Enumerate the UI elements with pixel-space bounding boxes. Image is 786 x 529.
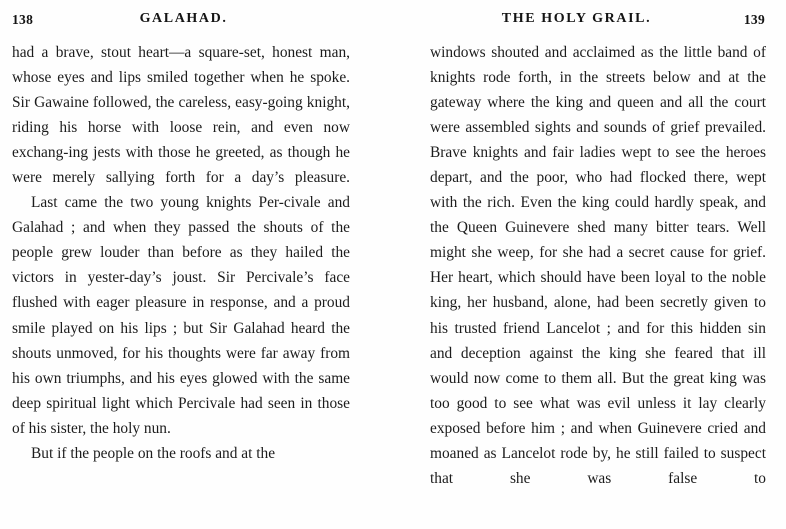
running-head-title-left: GALAHAD. <box>139 11 228 26</box>
text-column-right <box>430 40 766 491</box>
page-right <box>393 0 786 529</box>
text-column-left <box>12 40 350 466</box>
running-head-left <box>0 0 393 34</box>
page-number-left: 138 <box>12 12 34 27</box>
paragraph: had a brave, stout heart—a square-set, honest man, whose eyes and lips smiled together when he spoke. Sir Gawaine followed, the careless, easy-going knight, riding his horse with loose rein, and even now exchang-ing jests with those he greeted, as though he were merely sallying forth for a day’s pleasure. <box>12 44 350 187</box>
paragraph: windows shouted and acclaimed as the little band of knights rode forth, in the streets below and at the gateway where the king and queen and all the court were assembled sights and sounds of grief prevailed. Brave knights and fair ladies wept to see the heroes depart, and the poor, who had flocked there, wept with the rich. Even the king could hardly speak, and the Queen Guinevere shed many bitter tears. Well might she weep, for she had a secret cause for grief. Her heart, which should have been loyal to the noble king, her husband, alone, had been secretly given to his trusted friend Lancelot ; and for this hidden sin and deception against the king she feared that ill would now come to them all. But the great king was too good to see what was evil unless it lay clearly exposed before him ; and when Guinevere cried and moaned as Lancelot rode by, he still failed to suspect that she was false to <box>430 44 766 487</box>
paragraph: But if the people on the roofs and at the <box>31 444 276 462</box>
paragraph: Last came the two young knights Per-civale and Galahad ; and when they passed the shouts of the people grew louder than before as they hailed the victors in yester-day’s joust. Sir Percivale’s face flushed with eager pleasure in response, and a proud smile played on his lips ; but Sir Galahad heard the shouts unmoved, for his thoughts were far away from his own triumphs, and his eyes glowed with the same deep spiritual light which Percivale had seen in those of his sister, the holy nun. <box>12 194 350 437</box>
running-head-right <box>393 0 786 34</box>
running-head-title-right: THE HOLY GRAIL. <box>501 11 652 26</box>
page-number-right: 139 <box>743 12 765 27</box>
